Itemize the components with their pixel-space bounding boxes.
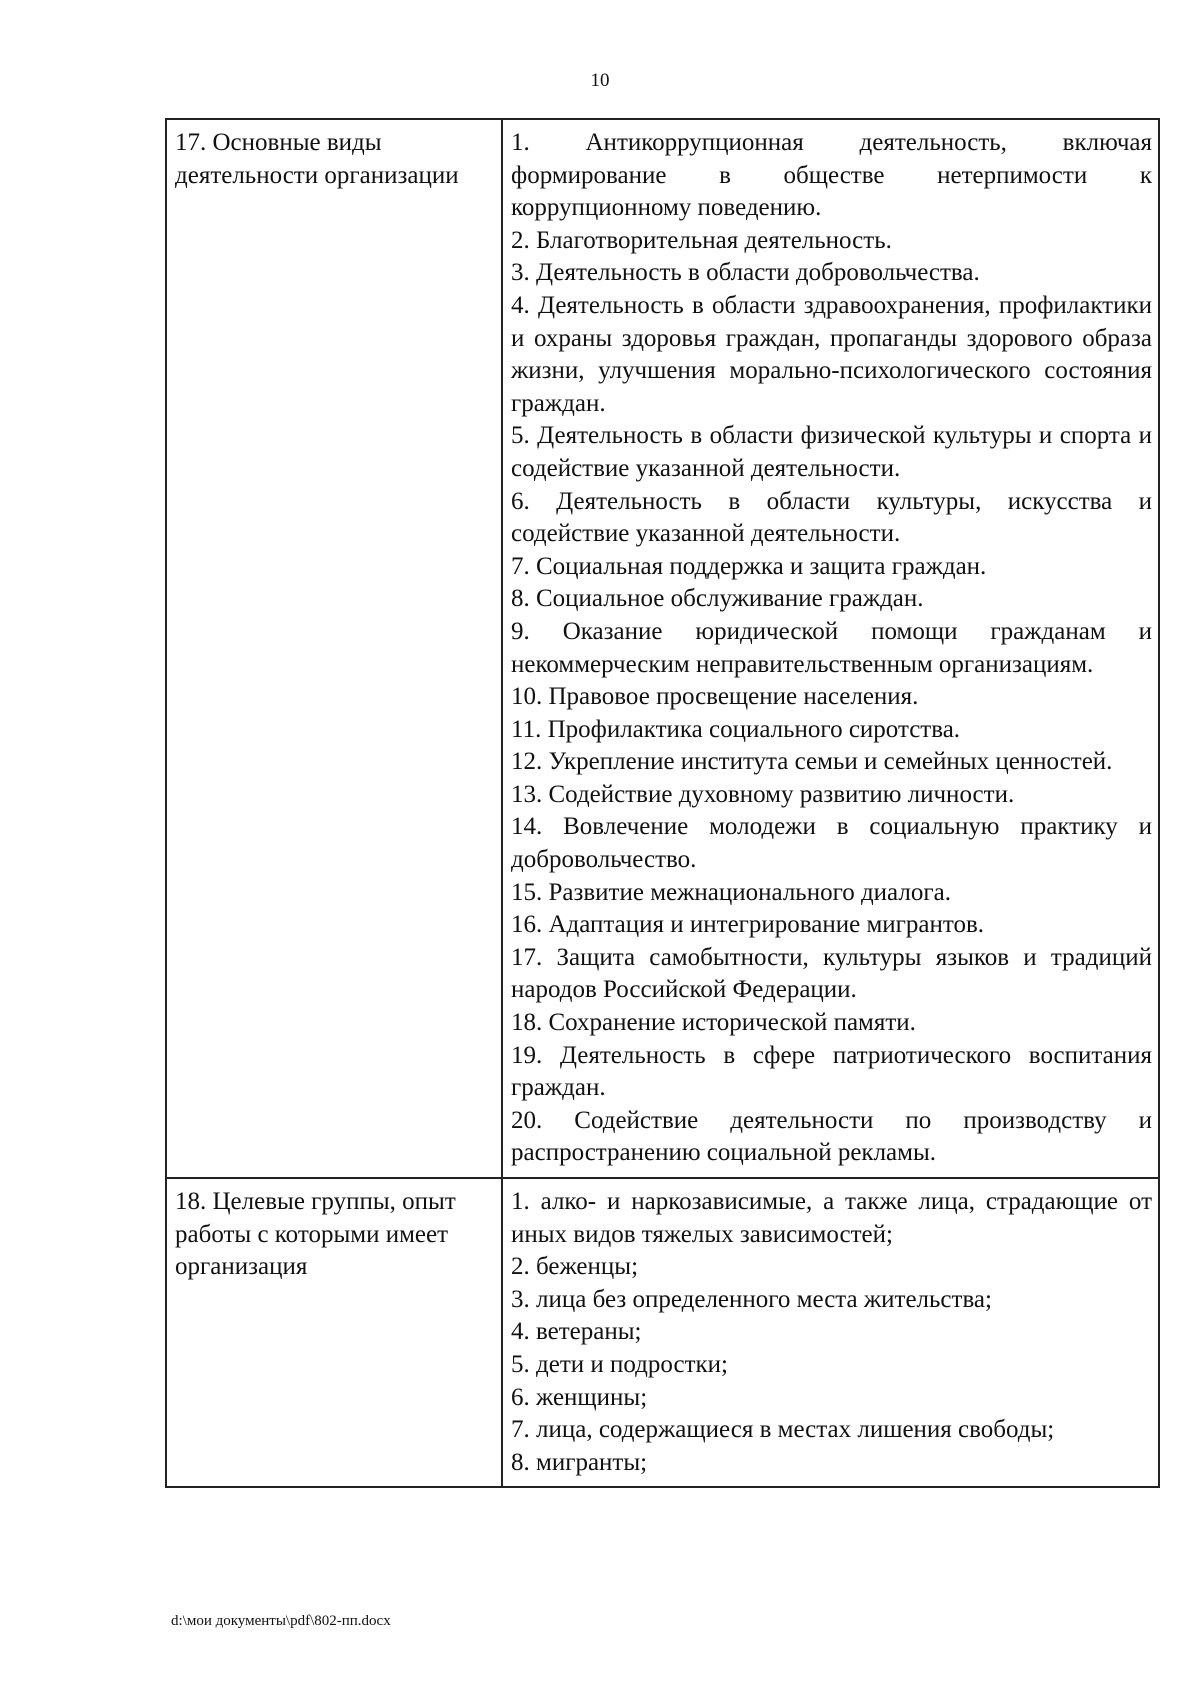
list-item: 6. женщины; xyxy=(511,1383,648,1411)
list-item: 20. Содействие деятельности по производству и распространению социальной рекламы. xyxy=(511,1106,1152,1167)
list-item: 10. Правовое просвещение населения. xyxy=(511,683,919,711)
page-number: 10 xyxy=(590,70,610,91)
list-item: 4. Деятельность в области здравоохранения, профилактики и охраны здоровья граждан, пропаганды здорового образа жизни, улучшения морально-психологического состояния граждан. xyxy=(511,291,1152,417)
footer-file-path: d:\мои документы\pdf\802-пп.docx xyxy=(171,1613,391,1629)
list-item: 6. Деятельность в области культуры, искусства и содействие указанной деятельности. xyxy=(511,487,1152,548)
table-row xyxy=(166,119,1159,1178)
list-item: 2. Благотворительная деятельность. xyxy=(511,226,892,254)
row-label: 18. Целевые группы, опыт работы с которыми имеет организация xyxy=(166,1178,502,1487)
list-item: 11. Профилактика социального сиротства. xyxy=(511,715,961,743)
row-content xyxy=(502,119,1159,1178)
list-item: 16. Адаптация и интегрирование мигрантов. xyxy=(511,911,985,939)
list-item: 15. Развитие межнационального диалога. xyxy=(511,878,951,906)
list-item: 3. лица без определенного места жительства; xyxy=(511,1285,992,1313)
row-content xyxy=(502,1178,1159,1487)
list-item: 17. Защита самобытности, культуры языков и традиций народов Российской Федерации. xyxy=(511,943,1152,1004)
list-item: 14. Вовлечение молодежи в социальную практику и добровольчество. xyxy=(511,813,1152,874)
list-item: 4. ветераны; xyxy=(511,1318,642,1346)
list-item: 5. Деятельность в области физической культуры и спорта и содействие указанной деятельности. xyxy=(511,422,1152,482)
list-item: 1. Антикоррупционная деятельность, включая формирование в обществе нетерпимости к коррупционному поведению. xyxy=(511,129,1152,222)
list-item: 18. Сохранение исторической памяти. xyxy=(511,1009,916,1037)
list-item: 8. мигранты; xyxy=(511,1448,648,1476)
list-item: 13. Содействие духовному развитию личности. xyxy=(511,780,1015,808)
list-item: 12. Укрепление института семьи и семейных ценностей. xyxy=(511,748,1113,776)
info-table xyxy=(165,118,1160,1488)
row-label: 17. Основные виды деятельности организации xyxy=(166,119,502,1178)
list-item: 7. Социальная поддержка и защита граждан. xyxy=(511,552,987,580)
list-item: 19. Деятельность в сфере патриотического воспитания граждан. xyxy=(511,1041,1152,1102)
list-item: 8. Социальное обслуживание граждан. xyxy=(511,585,924,613)
table-row xyxy=(166,1178,1159,1487)
list-item: 7. лица, содержащиеся в местах лишения свободы; xyxy=(511,1416,1055,1444)
list-item: 2. беженцы; xyxy=(511,1253,639,1281)
list-item: 1. алко- и наркозависимые, а также лица, страдающие от иных видов тяжелых зависимостей; xyxy=(511,1188,1152,1248)
list-item: 3. Деятельность в области добровольчества. xyxy=(511,259,980,287)
list-item: 9. Оказание юридической помощи гражданам и некоммерческим неправительственным организациям. xyxy=(511,617,1152,678)
list-item: 5. дети и подростки; xyxy=(511,1350,728,1378)
